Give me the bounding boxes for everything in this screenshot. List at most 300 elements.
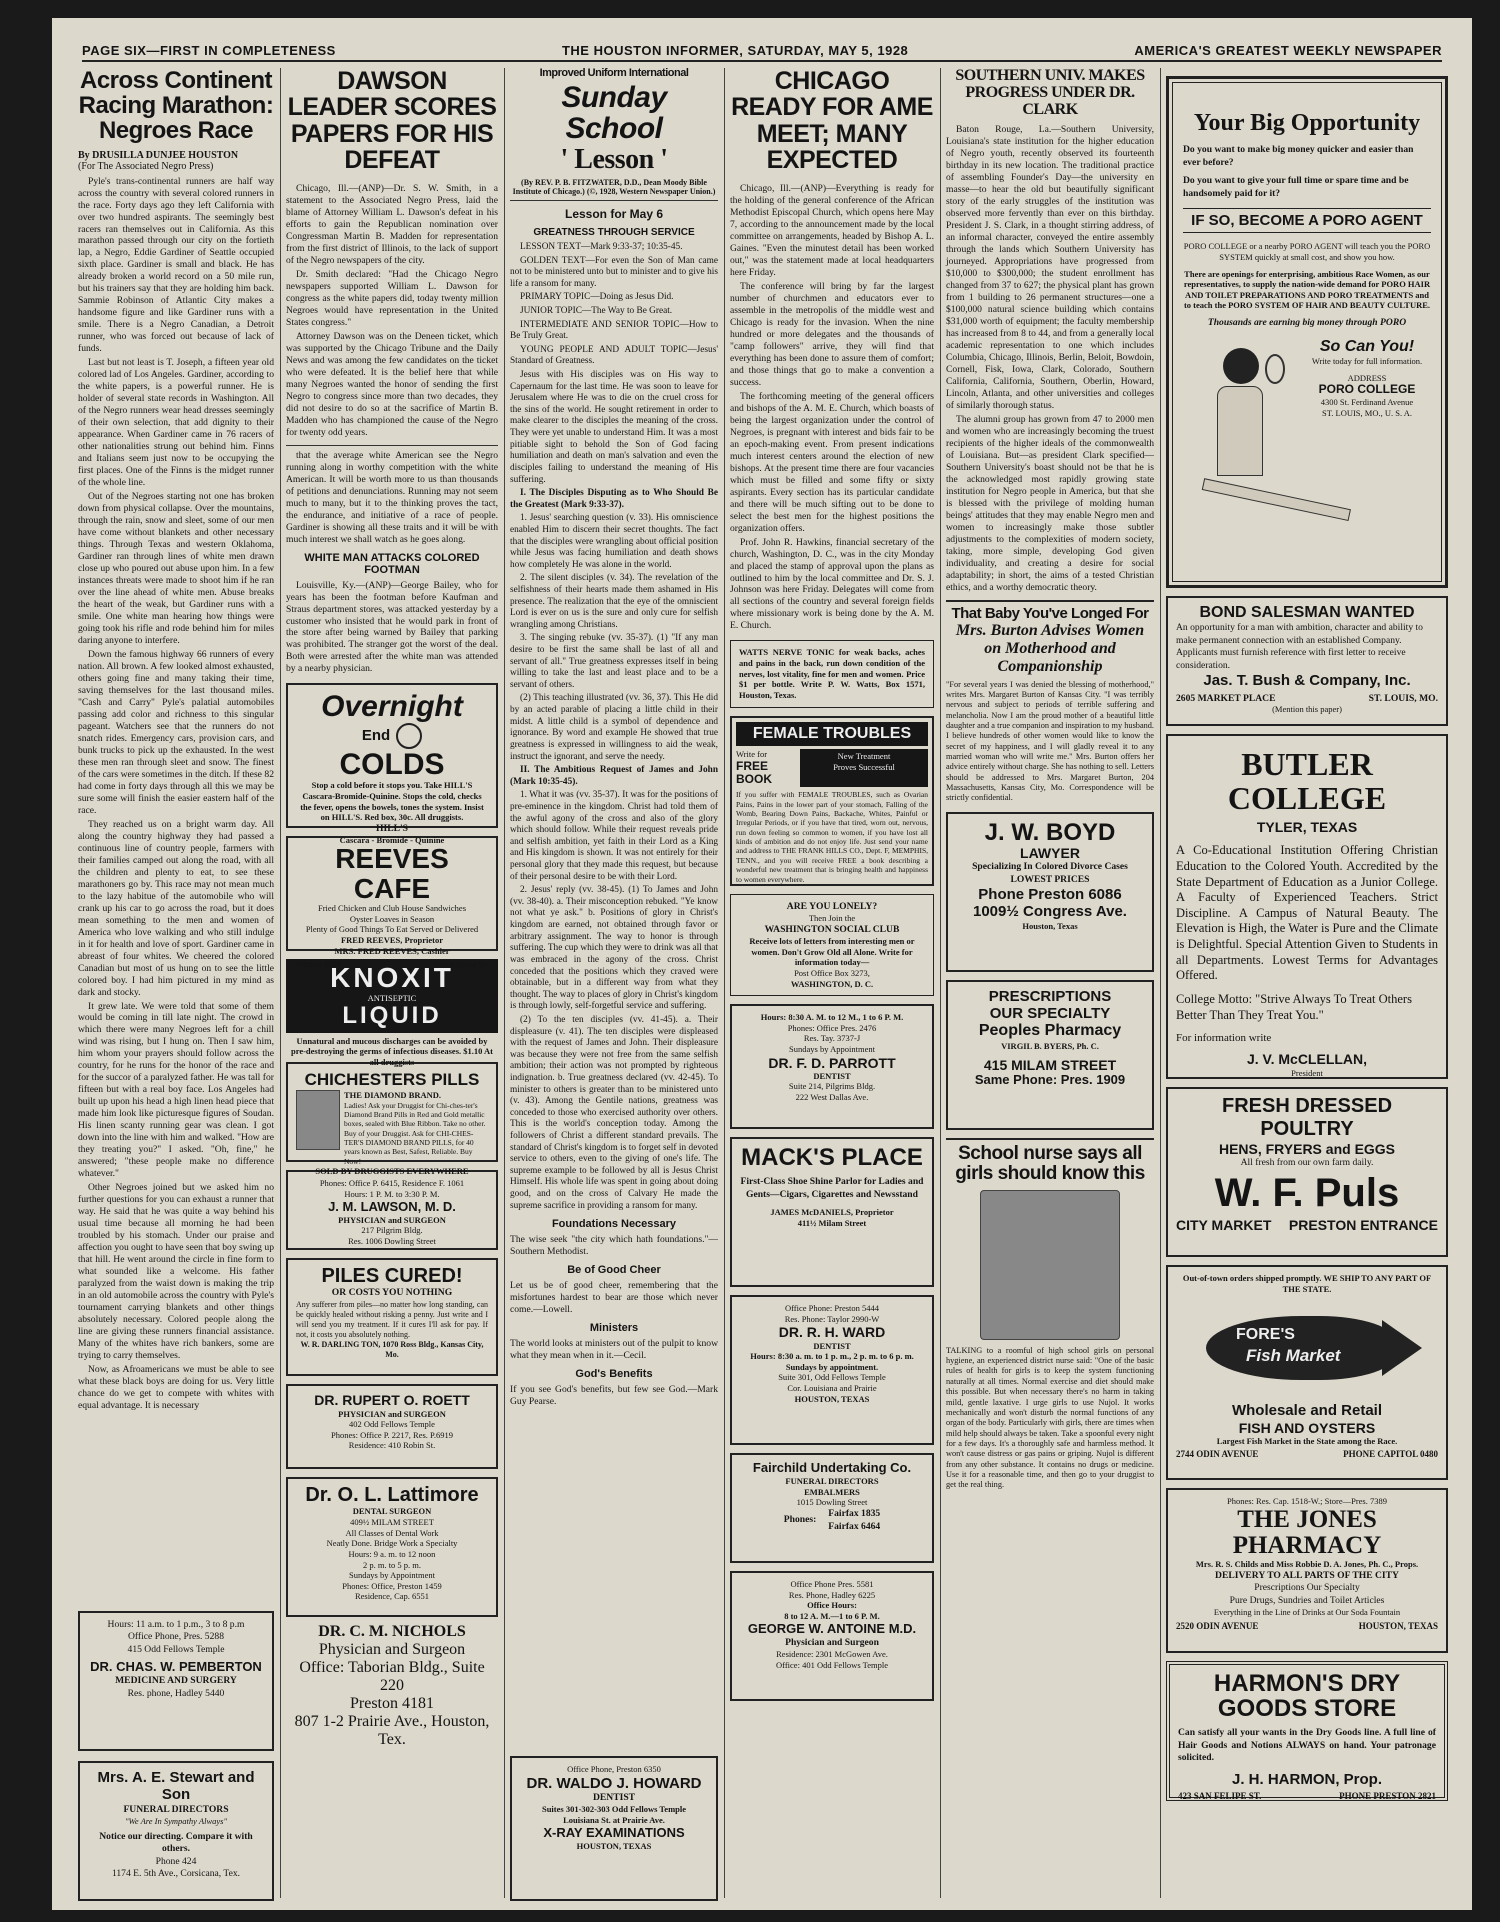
paragraph: II. The Ambitious Request of James and John (Mark 10:35-45). [510,765,718,787]
ad-motto: College Motto: "Strive Always To Treat Others Better Than They Treat You." [1176,991,1412,1022]
quote-head: Foundations Necessary [551,1218,677,1231]
ad-address: 409½ MILAM STREET [350,1517,434,1528]
ad-name: LIQUID [342,1002,442,1030]
ad-harmons-dry-goods [1166,1661,1448,1801]
ad-body: Unnatural and mucous discharges can be avoided by pre-destroying the germs of infectious diseases. $1.10 At all druggists [290,1035,494,1067]
paragraph: They reached us on a bright warm day. All along the country highway they had passed a continuous line of country people, farmers with their families camped out along the road, with all the children and plenty to eat, to see these marathoners go by. This race may not mean much to the lazy habitue of the automobile who will crank up his car to go across the road, but it does mean something to the men and women of America who love walking and who still indulge in it for health and love of sport. Gardiner came in abreast of four whites. We cheered the colored Canadian but most of us hung on to see the little colored boy. I had him pictured in my mind as dark and stocky. [78,818,274,998]
ad-line: OUR SPECIALTY [989,1005,1111,1023]
paragraph: Prof. John R. Hawkins, financial secretary of the church, Washington, D. C., was in the city Monday and placed the stamp of approval upon the plans as outlined to him by the local committee and Dr. S. J. Johnson was here Friday. Delegates will come from all sections of the country and several foreign fields where missionary work is being done by the A. M. E. Church. [730,536,934,632]
ad-info: For information write [1176,1032,1272,1045]
ad-name: DR. CHAS. W. PEMBERTON [90,1659,262,1675]
ad-footer: SOLD BY DRUGGISTS EVERYWHERE [315,1166,469,1177]
ad-line: Fried Chicken and Club House Sandwiches [317,903,467,914]
ad-address: 402 Odd Fellows Temple [349,1419,435,1430]
ad-name: Fish Market [1246,1346,1341,1366]
ad-prop: JAMES McDANIELS, Proprietor [770,1207,894,1218]
ad-body: An opportunity for a man with ambition, character and ability to make permanent connection with an established Company. [1176,622,1423,646]
headline-sunday-school: Sunday School [561,80,667,146]
paragraph: The conference will bring by far the largest number of churchmen and educators ever to assemble in the metropolis of the middle west and Chicago is ready for the invasion. When the nine hundred or more delegates and the thousands of "camp followers" arrive, they will find that everything has been done to assure them of comfort; and those things that go to make a convention a success. [730,280,934,388]
ad-city: HOUSTON, TEXAS [794,1393,870,1404]
ad-brand: THE DIAMOND BRAND. [344,1089,442,1100]
ad-name: THE JONES PHARMACY [1232,1505,1382,1559]
ad-signature: W. R. DARLING TON, 1070 Ross Bldg., Kansas City, Mo. [300,1339,484,1359]
ad-title: ARE YOU LONELY? [786,900,878,912]
paragraph: Down the famous highway 66 runners of every nation. All brown. A few looked almost exhausted, others going fine and many taking their time, saving themselves for the last thousand miles. "Cash and Carry" Pyle's palatial automobiles passing add color and richness to this singular pageant. Watchers see that the runners do not snatch rides. Emergency cars, provision cars, and bunk trucks to pick up the exhausted. In the west these men ran through sleet and snow. The finest of the cars were sometimes in the ditch. If these 82 had come in forty days through all this we may be sure some will finish the easier eastern half of the race. [78,648,274,816]
article-southern [946,124,1154,593]
ad-phone: Phones: Office P. 2217, Res. P.6919 [331,1429,453,1440]
ad-suite: Suite 301, Odd Fellows Temple [778,1372,886,1383]
ad-sub: Write today for full information. [1311,355,1423,366]
ad-box: Post Office Box 3273, [794,967,870,978]
headline-baby: That Baby You've Longed For [951,604,1149,622]
paragraph: Now, as Afroamericans we must be able to see what these black boys are doing for us. Very little chance do we get to compete with whites with equal advantage. It is necessary [78,1364,274,1411]
paragraph: 1. Jesus' searching question (v. 33). His omniscience enabled Him to discern their secret thoughts. The fact that the disciples were wrangling about official position while Jesus was facing humiliation and death shows how completely He was alone in the world. [510,513,718,570]
ad-address: 1174 E. 5th Ave., Corsicana, Tex. [111,1868,241,1879]
ad-city: WASHINGTON, D. C. [790,978,874,989]
ad-colds [286,683,498,846]
ad-address: 2605 MARKET PLACE [1176,692,1276,704]
ad-nichols [286,1623,498,1749]
ad-phone: Office Phone: Preston 5444 [784,1303,880,1314]
ad-name: DR. C. M. NICHOLS [318,1623,466,1641]
ad-address: 423 SAN FELIPE ST. [1178,1791,1262,1802]
ad-phone: Office Phone Pres. 5581 [790,1579,874,1590]
ad-phone: Phone 424 [155,1855,197,1867]
column-3 [510,68,718,1898]
ad-line: Specializing In Colored Divorce Cases [972,861,1128,873]
ad-banner: IF SO, BECOME A PORO AGENT [1183,208,1431,233]
ad-president: J. V. McCLELLAN, [1246,1051,1368,1068]
ad-name: DR. WALDO J. HOWARD [526,1774,702,1792]
ad-title: FUNERAL DIRECTORS [123,1803,229,1815]
ad-hours: Hours: 11 a.m. to 1 p.m., 3 to 8 p.m [107,1619,245,1630]
ad-res: Res. Phone, Hadley 6225 [788,1589,876,1600]
ad-question: Do you want to make big money quicker and easier than ever before? [1183,144,1414,168]
ad-phone: Phones: Office, Preston 1459 [342,1580,442,1591]
ad-title: BOND SALESMAN WANTED [1199,604,1415,621]
ad-name: BUTLER COLLEGE [1227,746,1387,816]
newspaper-page [52,18,1472,1910]
quote-head: Be of Good Cheer [567,1264,661,1277]
ad-lattimore [286,1477,498,1617]
ad-name: KNOXIT [330,962,454,994]
ad-howard [510,1756,718,1901]
paragraph: JUNIOR TOPIC—The Way to Be Great. [520,305,673,316]
ad-title: Physician and Surgeon [785,1636,879,1648]
ad-piles [286,1258,498,1376]
ad-phone: Preston 9284 [296,959,341,970]
ad-bond-salesman [1166,596,1448,726]
ad-city: ST. LOUIS, MO., U. S. A. [1321,407,1413,418]
ad-sub: Then Join the [808,913,856,924]
ad-hours: Hours: 1 P. M. to 3:30 P. M. [344,1189,440,1200]
ad-body: Stop a cold before it stops you. Take HILL'S Cascara-Bromide-Quinine. Stops the cold, checks the fever, opens the bowels, tones the system. Insist on HILL'S. Red box, 30c. All druggists. [300,780,484,823]
ad-motto: "We Are In Sympathy Always" [124,1815,228,1826]
ad-jones-pharmacy [1166,1488,1448,1653]
byline-credit: (For The Associated Negro Press) [78,160,214,172]
headline-lesson: ' Lesson ' [560,143,668,175]
ad-roett [286,1384,498,1469]
ad-body: Receive lots of letters from interesting men or women. Don't Grow Old all Alone. Write for information today— [749,936,915,968]
ad-address: 411½ Milam Street [797,1217,867,1228]
ad-phone: PHONE CAPITOL 0480 [1343,1449,1438,1460]
ad-question: Do you want to give your full time or spare time and be handsomely paid for it? [1183,175,1409,199]
headline-ame: CHICAGO READY FOR AME MEET; MANY EXPECTED [731,67,933,174]
fish-icon [1176,1298,1438,1398]
ad-fores-fish [1166,1265,1448,1480]
sub-baby: Mrs. Burton Advises Women on Motherhood and Companionship [955,621,1145,675]
kicker: Improved Uniform International [539,67,689,79]
article-nurse: TALKING to a roomful of high school girls on personal hygiene, an experienced district nurse said: "One of the basic rules of health for girls is to keep the system functioning naturally at all times. Normal exercise and diet should make this possible. But when necessary there's no harm in taking mild, gentle laxative. I urge girls to use Nujol. It works mechanically and won't disturb the normal functions of any organ of the body. Particularly with girls, there are times when mild help should always be taken. Take a spoonful every night for a few days. It's a thoroughly safe and harmless method. It won't cause distress or gas pains or griping. Nujol is different from any other substance. It contains no drugs or medicine. Use it for a reasonable time, and then go to your druggist to get the real thing. [946,1345,1154,1490]
ad-city: ST. LOUIS, MO. [1368,692,1438,704]
ad-name: FORE'S [1236,1326,1295,1344]
ad-body: Can satisfy all your wants in the Dry Goods line. A full line of Hair Goods and Notions ALWAYS on hand. Your patronage solicited. [1178,1727,1436,1764]
quote-head: God's Benefits [575,1368,653,1381]
ad-title: DENTIST [813,1070,851,1081]
ad-lawson [286,1170,498,1250]
paragraph: Chicago, Ill.—(ANP)—Everything is ready for the holding of the general conference of the African Methodist Episcopal Church, which opens here May 7, according to the announcement made by the local committee on arrangements, headed by Bishop A. L. Gaines. "Even the minutest detail has been worked out," was the statement made at local headquarters here Friday. [730,183,934,278]
lesson-body [510,242,718,1212]
ad-hours: 2 p. m. to 5 p. m. [362,1559,422,1570]
byline: By DRUSILLA DUNJEE HOUSTON [78,149,239,161]
ad-address: 2520 ODIN AVENUE [1176,1620,1259,1631]
column-rule [1160,68,1161,1898]
ad-brand: HILL'S [376,822,408,834]
ad-hours: Hours: 9 a. m. to 12 noon [348,1548,436,1559]
lesson-credit: (By REV. P. B. FITZWATER, D.D., Dean Moody Bible Institute of Chicago.) (©, 1928, Western Newspaper Union.) [512,177,716,196]
ad-peoples-pharmacy [946,980,1154,1130]
ad-prop: VIRGIL B. BYERS, Ph. C. [1001,1040,1099,1051]
ad-address: Louisiana St. at Prairie Ave. [563,1814,665,1825]
ad-body: Applicants must furnish reference with first letter to receive consideration. [1176,647,1406,671]
ad-title: Your Big Opportunity [1193,110,1421,136]
ad-title: Overnight [321,690,463,724]
ad-puls-poultry [1166,1087,1448,1257]
ad-name: REEVES CAFE [335,843,449,904]
paragraph: The alumni group has grown from 47 to 2000 men and women who are increasingly becoming the truest recipients of the higher ideals of the commonwealth of Louisiana. But—as president Clark specified—Southern University's boast should not be that he is the acknowledged most rapidly growing state institution for Negro people in America, but that she is blessed with the privilege of molding human beings' attitudes that they may enable Negro men and women to increasingly make those subtler adjustments to the complexities of modern society, taking, more simple, developing God given individuality, and creating a desire for social adaptability; in short, the aims of a tested Christian ethics, and a worthy democratic theory. [946,414,1154,593]
ad-top: Out-of-town orders shipped promptly. WE SHIP TO ANY PART OF THE STATE. [1182,1273,1432,1294]
ad-name: Peoples Pharmacy [978,1022,1122,1040]
ad-parrott [730,1004,934,1129]
paragraph: Chicago, Ill.—(ANP)—Dr. S. W. Smith, in a statement to the Associated Negro Press, laid the blame of Attorney William L. Dawson's defeat in his efforts to gain the Republican nomination over Congressman Martin B. Madden for representation from the first district of Illinois, to the lack of support of the Negro newspapers of the city. [286,183,498,266]
ad-address: 222 West Dallas Ave. [795,1092,869,1103]
paragraph: Louisville, Ky.—(ANP)—George Bailey, who for years has been the footman before Kaufman and Straus department stores, was attacked yesterday by a customer who insisted that he would park in front of the store after being warned by Bailey that parking was prohibited. The stranger got the worst of the deal. Both were arrested after the white man was attended by a nearby physician. [286,579,498,675]
headline-marathon: Across Continent Racing Marathon: Negroes Race [78,67,274,145]
ad-hours: Hours: 8:30 A. M. to 12 M., 1 to 6 P. M. [760,1012,904,1023]
paragraph: Baton Rouge, La.—Southern University, Louisiana's state institution for the higher education of Negro youth, recently observed its fourteenth birthday in its new location. The traditional practice of assembling Founder's Day—the university en masse—to hear the old but beautifully significant story of the early struggles of the institution was observed more fervently than ever on this birthday. President J. S. Clark, in a thought stirring address, of an informal character, conveyed the entire assembly through the lands which Southern University has journeyed. Appropriations have progressed from $10,000 to $300,000; the student enrollment has changed from 37 to 627; the physical plant has grown from 1 building to 26 permanent structures—one a $100,000 natural science building which contains $31,000 worth of equipment; the faculty membership has increased from 8 to 44, and from a generally local academic representation to one which includes Columbia, Chicago, Illinois, Berlin, Beloit, Bowdoin, Cornell, Fisk, Iowa, Clark, Colorado, Southern California, California, Southern, Oberlin, Howard, Lincoln, Atlanta, and other universities and colleges of similarly thorough status. [946,124,1154,412]
column-rule [504,68,505,1898]
ad-phone: Phones: Office Pres. 2476 [787,1022,877,1033]
ad-title: Physician and Surgeon [318,1641,466,1659]
ad-title: PHYSICIAN and SURGEON [338,1214,446,1225]
column-6 [1166,68,1448,1898]
ad-hours: 8 to 12 A. M.—1 to 6 P. M. [784,1611,880,1622]
ad-hours-head: Office Hours: [807,1600,857,1611]
column-rule [280,68,281,1898]
ad-line: LOWEST PRICES [1010,873,1090,885]
masthead-page-label: PAGE SIX—FIRST IN COMPLETENESS [82,42,336,58]
clock-icon [396,723,422,749]
ad-title: LAWYER [1020,845,1080,862]
nurse-photo [980,1190,1120,1340]
ad-phone: Office Phone, Pres. 5288 [127,1631,224,1643]
ad-title: COLDS [339,747,445,781]
ad-cashier: MRS. FRED REEVES, Cashier [334,945,450,956]
ad-knoxit [286,959,498,1067]
ad-line: All Classes of Dental Work [345,1527,439,1538]
headline-southern: SOUTHERN UNIV. MAKES PROGRESS UNDER DR. CLARK [955,67,1145,118]
ad-name: HARMON'S DRY GOODS STORE [1213,1670,1401,1723]
ad-body: There are openings for enterprising, ambitious Race Women, as our representatives, to supply the nation-wide demand for PORO HAIR AND TOILET PREPARATIONS AND PORO TREATMENTS and to teach the PORO SYSTEM OF HAIR AND BEAUTY CULTURE. [1183,268,1431,311]
ad-title: FRESH DRESSED POULTRY [1221,1095,1393,1140]
ad-address: 217 Pilgrim Bldg. [361,1225,423,1236]
ad-phone: Phones: Res. Cap. 1518-W.; Store—Pres. 7389 [1226,1496,1387,1506]
paragraph: (2) To the ten disciples (vv. 41-45). a. Their displeasure (v. 41). The ten disciples were displeased with the request of James and John. Their displeasure was because they were not free from the same selfish ambition; their action was not prompted by righteous indignation. b. True greatness declared (vv. 42-45). To minister to others is greater than to be ministered unto (v. 43). Among the Gentile nations, greatness was conceded to those who exercised authority over others. This is the world's conception today. Among the followers of Christ a different standard prevails. The standard of Christ's kingdom is to forget self in devoted service to others, even to the giving of one's life. The supreme example to be followed by all is Jesus Christ Himself. His whole life was spent in going about doing good, and on the cross of Calvary He made the supreme sacrifice in providing a ransom for many. [510,1014,718,1211]
ad-body: First-Class Shoe Shine Parlor for Ladies and Gents—Cigars, Cigarettes and Newsstand [740,1176,924,1200]
paragraph: Last but not least is T. Joseph, a fifteen year old colored lad of Los Angeles. Gardiner, according to the white papers, is a powerful runner. He is holder of several state records in Washington. All of the Negro runners wear head dresses seemingly of their own selection, that add dignity to their appearance. When Gardiner came in 76 racers of other nationalities strung out behind him. Finns and Italians seem just now to be occupying the first places. One of the Finns is the midget runner of the whole line. [78,357,274,489]
column-rule [940,68,941,1898]
article-footman [286,580,498,676]
ad-city: HOUSTON, TEXAS [1358,1620,1438,1631]
ad-tag: ANTISEPTIC [367,992,417,1003]
ad-name: Dr. O. L. Lattimore [305,1484,479,1507]
ad-line: PRESCRIPTIONS [988,987,1112,1005]
ad-president-title: President [1291,1067,1323,1078]
paragraph: PRIMARY TOPIC—Doing as Jesus Did. [520,292,674,303]
ad-body: WATTS NERVE TONIC for weak backs, aches and pains in the back, run down condition of the nerves, lost vitality, fine for men and women. Price $1 per bottle. Write P. W. Watts, Box 1571, Houston, Texas. [739,647,925,700]
ad-body: Ladies! Ask your Druggist for Chi-ches-ter's Diamond Brand Pills in Red and Gold metallic boxes, sealed with Blue Ribbon. Take no other. Buy of your Druggist. Ask for CHI-CHES-TER'S DIAMOND BRAND PILLS, for 40 years known as Best, Safest, Reliable. Buy Now! [344,1100,486,1166]
paragraph: that the average white American see the Negro running along in worthy competition with the white American. It will be worth more to us than thousands of petitions and denunciations. Running may not seem much to many, but it to the thinking proves the tact, the endurance, and initiative of a race of people. Gardiner is showing all these traits and it will be with much interest we shall watch as he goes along. [286,449,498,545]
paragraph: 3. The singing rebuke (vv. 35-37). (1) "If any man desire to be first the same shall be last of all and servant of all." True greatness expresses itself in being willing to take the last and least place and to be a servant of others. [510,633,718,690]
ad-res: Residence: 410 Robin St. [348,1440,436,1451]
ad-reeves-cafe [286,836,498,970]
ad-sub: FISH AND OYSTERS [1238,1419,1376,1436]
ad-poro [1166,76,1448,588]
article-marathon [78,176,274,1412]
quote-text: The world looks at ministers out of the pulpit to know what they mean when in it.—Cecil. [510,1338,718,1362]
ad-phone: Preston 4181 [350,1695,434,1713]
ad-title: DENTIST [592,1791,636,1803]
ad-phone: Phones: Office P. 6415, Residence F. 1061 [319,1178,465,1189]
ad-butler-college [1166,734,1448,1079]
ad-address: 807 1-2 Prairie Ave., Houston, Tex. [294,1713,490,1749]
ad-city: HOUSTON, TEXAS [576,1840,652,1851]
quote-text: If you see God's benefits, but few see God.—Mark Guy Pearse. [510,1384,718,1408]
ad-city: TYLER, TEXAS [1256,819,1358,836]
ad-body: Any sufferer from piles—no matter how long standing, can be quickly healed without risking a penny. Just write and I will send you my treatment. If it cures I'll ask for pay. If not, it costs you absolutely nothing. [296,1299,488,1339]
ad-address: Residence: 2301 McGowen Ave. [776,1649,888,1660]
masthead-paper-date: THE HOUSTON INFORMER, SATURDAY, MAY 5, 1928 [561,42,909,58]
ad-name: J. M. LAWSON, M. D. [328,1198,456,1214]
headline-dawson: DAWSON LEADER SCORES PAPERS FOR HIS DEFEAT [287,67,497,174]
ad-line: Pure Drugs, Sundries and Toilet Articles [1229,1594,1385,1606]
ad-street: 4300 St. Ferdinand Avenue [1320,396,1414,407]
ad-name: DR. RUPERT O. ROETT [314,1392,470,1409]
ad-hours: Hours: 8:30 a. m. to 1 p. m., 2 p. m. to 6 p. m. Sundays by appointment. [750,1351,914,1372]
column-2 [286,68,498,1898]
ad-name: Jas. T. Bush & Company, Inc. [1203,672,1411,690]
quote-head: Ministers [589,1322,639,1335]
paragraph: (2) This teaching illustrated (vv. 36, 37). This He did by an acted parable of placing a little child in their midst. A little child is a symbol of dependence and ignorance. By word and example He showed that true greatness is expressed in willingness to aid the weak, instruct the ignorant, and serve the needy. [510,693,718,762]
ad-title: End [361,727,391,745]
ad-name: Fairchild Undertaking Co. [752,1460,912,1476]
woman-portrait-icon [296,1090,340,1150]
ad-phone-label: Phones: [783,1514,817,1526]
ad-address: 1009½ Congress Ave. [973,903,1127,921]
masthead [82,40,1442,62]
paragraph: Dr. Smith declared: "Had the Chicago Negro newspapers supported William L. Dawson for congress as the white papers did, today twenty million Negroes would have representation in the United States congress." [286,268,498,328]
ad-prop: J. H. HARMON, Prop. [1231,1770,1382,1788]
paragraph: Attorney Dawson was on the Deneen ticket, which was supported by the Chicago Tribune and the Daily News and was among the few candidates on the ticket who were defeated. It is the belief here that while many Negroes wanted the honor of sending the first Negro to congress since more than two decades, they did not desire to do so at the sacrifice of Martin B. Madden who has championed the cause of the Negro for twenty odd years. [286,330,498,438]
ad-macks-place [730,1137,934,1287]
ad-phone: Fairfax 1835 [828,1508,881,1520]
ad-address: 1015 Dowling Street [796,1497,868,1508]
ad-title: MEDICINE AND SURGERY [115,1675,237,1687]
ad-address: 924 Andrew St. [434,959,488,970]
ad-sub: Wholesale and Retail [1231,1402,1383,1420]
ad-res: Res. Tay. 3737-J [803,1033,861,1044]
ad-title: FUNERAL DIRECTORS [785,1476,879,1487]
paragraph: GOLDEN TEXT—For even the Son of Man came not to be ministered unto but to minister and to give his life a ransom for many. [510,255,718,289]
paragraph: LESSON TEXT—Mark 9:33-37; 10:35-45. [520,241,683,252]
column-5 [946,68,1154,1898]
paragraph: The forthcoming meeting of the general officers and bishops of the A. M. E. Church, which boasts of being the largest organization under the control of Negroes, is pregnant with interest and bids fair to be an epoch-making event. From present indications much interest centers around the election of new bishops. At the present time there are four vacancies which must be filled and some fifty or sixty aspirants. Every section has its particular candidate and there will be much sifting out to be done to select the best men for the highest positions the organization offers. [730,390,934,534]
lesson-date: Lesson for May 6 [564,206,664,221]
ad-phone: Fairfax 6464 [828,1520,881,1532]
paragraph: 2. Jesus' reply (vv. 38-45). (1) To James and John (vv. 38-40). a. Their misconception rebuked. "Ye know not what ye ask." b. Positions of glory in Christ's kingdom are earned, not obtained through favor or arbitrary assignment. The way to honor is through suffering. The cup which they were to drink was all that was embraced in the agony of the cross. Christ conceded that the positions which they craved were obtainable, but in a different way from what they thought. The way to places of glory in Christ's kingdom is through lowly, self-forgetful service and suffering. [510,885,719,1012]
ad-note: All fresh from our own farm daily. [1240,1157,1374,1169]
ad-sub: HENS, FRYERS and EGGS [1218,1141,1396,1157]
paragraph: Jesus with His disciples was on His way to Capernaum for the last time. He was soon to leave for Jerusalem where He was to die on the cruel cross for the sins of the world. He sought retirement in order to make clearer to the disciples the meaning of the cross. They were yet unable to understand Him. It was a most pitiable sight to behold the Son of God facing humiliation and death on man's salvation and even the disciples failing to understand the meaning of His suffering. [510,370,718,485]
ad-sunday: Sundays by Appointment [789,1044,875,1055]
ad-sub: Proves Successful [833,761,895,772]
quote-text: The wise seek "the city which hath foundations."—Southern Methodist. [510,1234,718,1258]
ad-line: Prescriptions Our Specialty [1254,1582,1360,1594]
ad-xray: X-RAY EXAMINATIONS [543,1824,685,1840]
ad-phone: PHONE PRESTON 2821 [1339,1791,1436,1802]
ad-address: 2744 ODIN AVENUE [1176,1449,1259,1460]
ad-sub: New Treatment [837,750,891,761]
ad-write: Write for [736,748,768,759]
ad-note: (Mention this paper) [1272,703,1342,714]
column-1 [78,68,274,1898]
column-4 [730,68,934,1898]
ad-res: Res. Phone: Taylor 2990-W [784,1313,880,1324]
ad-name: Mrs. A. E. Stewart and Son [97,1769,255,1804]
ad-note: Largest Fish Market in the State among the Race. [1216,1435,1398,1446]
ad-title: FEMALE TROUBLES [752,724,912,742]
ad-ward [730,1295,934,1445]
ad-res: Residence, Cap. 6551 [354,1591,430,1602]
paragraph: It grew late. We were told that some of them would be coming in till late night. The crowd in which there were many Negroes left for a chill wind was rising, but I hung on. Then I saw him, him whom your prayers should follow across the country, for he runs for the honor of the race and for the succor of a paralyzed father. He was tall for fifteen but with a real boy face. Los Angeles had built up upon his head a high linen head piece that made him look like picturesque figures of Soudan. His linen scanty running gear was clean. I got down into the line with him and walked. "How are they treating you?" I asked. "Oh, fine," he answered; "these people make no difference whatever." [78,1000,274,1180]
paragraph: Out of the Negroes starting not one has broken down from physical collapse. Over the mountains, through the rain, snow and sleet, some of our men have come without blankets and other necessary things. Through Texas and western Oklahoma, Gardiner ran through lines of white men drawn close up who poured out abuse upon him. In a few instances threats were made to shoot him if he ran over the line ahead of white men. Abuse breaks the heart of the weak, but Gardiner runs with a smile. One white man hearing how things were going took his rifle and rode behind him for miles daring anyone to interfere. [78,491,274,646]
masthead-slogan: AMERICA'S GREATEST WEEKLY NEWSPAPER [1134,42,1442,58]
ad-name: CHICHESTERS PILLS [304,1070,480,1090]
quote-text: Let us be of good cheer, remembering that the misfortunes hardest to bear are those which never come.—Lowell. [510,1280,718,1316]
ad-boyd [946,812,1154,972]
ad-office: Office: 401 Odd Fellows Temple [776,1659,888,1670]
ad-name: WASHINGTON SOCIAL CLUB [764,923,900,935]
paragraph: YOUNG PEOPLE AND ADULT TOPIC—Jesus' Standard of Greatness. [510,344,718,367]
article-dawson [286,183,498,439]
paragraph: 2. The silent disciples (v. 34). The revelation of the selfishness of their hearts made them ashamed in His presence. The realization that the eye of the omniscient Lord is ever on us is the sure and only cure for selfish wrangling among Christians. [510,573,718,630]
article-ame [730,183,934,632]
ad-suite: Suites 301-302-303 Odd Fellows Temple [541,1804,687,1815]
ad-free-book: FREE BOOK [736,758,772,787]
ad-line: Everything in the Line of Drinks at Our Soda Fountain [1213,1607,1401,1618]
ad-office: Office: Taborian Bldg., Suite 220 [299,1659,485,1695]
ad-phone: Phone Preston 6086 [978,886,1122,904]
ad-address-label: ADDRESS [1347,372,1387,383]
ad-note: Notice our directing. Compare it with others. [99,1830,253,1855]
paragraph: Other Negroes joined but we asked him no further questions for you can exhaust a runner that way. He said that he was quite a way behind his usual time because all morning he had been troubled by his stomach. Under our praise and affection you ought to have seen that boy swing up that hill. He went around the circle in fine form to what sounded like a welcome. His father paralyzed from the waist down is making the trip in an old automobile across the country with Pyle's tournament carrying blankets and other things absolutely necessary. Colored people along the line are giving these runners financial assistance. Many of the whites have rich bankers, some are trying to carry themselves. [78,1182,274,1362]
ad-suite: Suite 214, Pilgrims Bldg. [788,1081,876,1092]
ad-address: 415 MILAM STREET [983,1057,1117,1074]
ad-line: DELIVERY TO ALL PARTS OF THE CITY [1215,1569,1399,1581]
ad-female-troubles [730,716,934,886]
ad-sub: EMBALMERS [804,1486,860,1497]
ad-name: PORO COLLEGE [1318,382,1416,397]
ad-left: CITY MARKET [1176,1216,1272,1233]
paragraph: Pyle's trans-continental runners are half way across the country with several colored runners in the race. Forty days ago they left California with over two hundred aspirants. The seemingly best racers ran themselves out in California. As this marathon passed through our city on the fortieth lap, a Negro, Eddie Gardiner of Seattle occupied sixth place. Gardiner is small and black. He has already broken a world record on a 50 mile run, but his trainers say that they are holding him back. Sammie Robinson of Atlantic City makes a handsome figure and like Gardiner runs with a smile. There is a Negro Canadian, a Detroit runner, who was forced out because of lack of funds. [78,175,274,355]
paragraph: INTERMEDIATE AND SENIOR TOPIC—How to Be Truly Great. [510,319,718,342]
ad-thousands: Thousands are earning big money through PORO [1207,317,1407,329]
seated-woman-illustration [1183,338,1303,528]
ad-stewart [78,1761,274,1901]
ad-title: DENTIST [813,1340,851,1351]
headline-footman: WHITE MAN ATTACKS COLORED FOOTMAN [304,551,480,576]
ad-title: DENTAL SURGEON [352,1506,432,1517]
ad-title: PILES CURED! [321,1265,463,1288]
ad-line: Plenty of Good Things To Eat Served or Delivered [305,924,479,935]
ad-prop: FRED REEVES, Proprietor [340,935,444,946]
ad-name: W. F. Puls [1214,1170,1400,1215]
ad-sunday: Sundays by Appointment [349,1570,435,1581]
paragraph: I. The Disciples Disputing as to Who Should Be the Greatest (Mark 9:33-37). [510,488,718,510]
ad-res: Res. 1006 Dowling Street [348,1235,436,1246]
ad-watts-tonic [730,640,934,707]
ad-phone: Same Phone: Pres. 1909 [974,1072,1126,1088]
feature-baby [946,600,1154,804]
ad-name: GEORGE W. ANTOINE M.D. [747,1620,917,1636]
ad-cta: So Can You! [1319,337,1415,355]
article-baby: "For several years I was denied the blessing of motherhood," writes Mrs. Margaret Burton of Kansas City. "I was terribly nervous and subject to periods of terrible suffering and melancholia. Now I am the proud mother of a beautiful little daughter and a true companion and inspiration to my husband. I believe hundreds of other women would like to know the secret of my happiness, and I will gladly reveal it to any married woman who will write me." Mrs. Burton offers her advice entirely without charge. She has nothing to sell. Letters should be addressed to Mrs. Margaret Burton, 204 Massachusetts, Kansas City, Mo. Correspondence will be strictly confidential. [946,679,1154,803]
ad-body: PORO COLLEGE or a nearby PORO AGENT will teach you the PORO SYSTEM quickly at small cost, and show you how. [1183,241,1431,262]
column-rule [724,68,725,1898]
ad-body: If you suffer with FEMALE TROUBLES, such as Ovarian Pains, Pains in the lower part of your stomach, Falling of the Womb, Bearing Down Pains, Backache, Whites, Painful or Irregular Periods, or if you have that tired, worn out, nervous, run down feeling so common to women, if you have lost all kinds of ambition and do not enjoy life. Just send your name and address to THE FRANK HILLS CO., Dept. F, MEMPHIS, TENN., and you will receive FREE a book describing a wonderful new treatment that is bringing health and happiness to women everywhere. [736,790,928,884]
ad-fairchild [730,1453,934,1563]
ad-tag: Cascara - Bromide - Quinine [339,835,445,846]
ad-sub: OR COSTS YOU NOTHING [331,1287,453,1299]
ad-phone: Office Phone, Preston 6350 [567,1764,661,1774]
ad-address: Cor. Louisiana and Prairie [787,1383,877,1394]
ad-props: Mrs. R. S. Childs and Miss Robbie D. A. Jones, Ph. C., Props. [1195,1559,1419,1570]
ad-name: DR. F. D. PARROTT [768,1054,896,1071]
feature-nurse [946,1138,1154,1491]
ad-title: PHYSICIAN and SURGEON [338,1408,446,1419]
quotes [510,1218,718,1408]
lesson-theme: GREATNESS THROUGH SERVICE [533,226,695,238]
ad-name: MACK'S PLACE [741,1144,923,1172]
article-marathon-continued [286,450,498,546]
ad-pemberton [78,1611,274,1751]
paragraph: 1. What it was (vv. 35-37). It was for the positions of pre-eminence in the kingdom. Christ had told them of the awful agony of the cross and also of the glory which should follow. While their request reveals pride and selfish ambition, yet faith in their Lord as a King and His kingdom is shown. It was not entirely for their personal glory that they made this request, but because of their personal desire to be with their Lord. [510,790,718,882]
ad-res: Res. phone, Hadley 5440 [127,1687,225,1699]
ad-name: DR. R. H. WARD [778,1324,886,1341]
ad-city: Houston, Texas [1022,920,1078,931]
ad-line: Oyster Loaves in Season [349,913,435,924]
ad-address: 415 Odd Fellows Temple [127,1643,225,1655]
